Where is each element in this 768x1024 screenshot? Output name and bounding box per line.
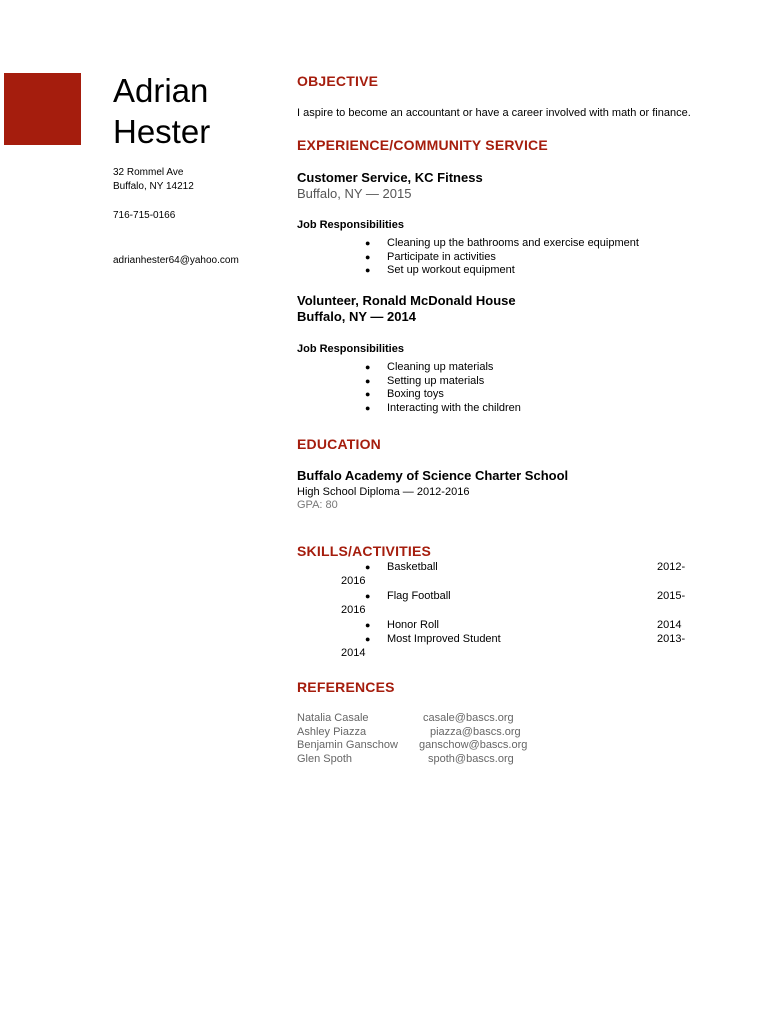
reference-row — [297, 726, 597, 740]
reference-email: ganschow@bascs.org — [419, 739, 528, 751]
reference-email: casale@bascs.org — [423, 712, 514, 724]
references-heading: REFERENCES — [297, 679, 395, 695]
bullet-icon: ● — [365, 251, 371, 262]
reference-name: Ashley Piazza — [297, 725, 367, 738]
reference-name: Benjamin Ganschow — [297, 739, 398, 751]
bullet-icon: ● — [365, 265, 371, 275]
year-continuation: 2016 — [341, 604, 366, 616]
bullet-icon: ● — [365, 620, 371, 630]
bullet-icon: ● — [365, 362, 371, 372]
responsibilities-label: Job Responsibilities — [297, 219, 404, 231]
list-item: ● Honor Roll 2014 — [365, 619, 682, 631]
objective-heading: OBJECTIVE — [297, 73, 379, 89]
bullet-icon: ● — [365, 402, 371, 413]
list-item: ● Flag Football 2015- — [365, 590, 686, 602]
reference-name: Glen Spoth — [297, 752, 353, 765]
references-list — [297, 712, 597, 766]
reference-row — [297, 712, 597, 726]
objective-text: I aspire to become an accountant or have a career involved with math or finance. — [297, 107, 691, 119]
bullet-icon: ● — [365, 375, 371, 386]
list-item: ● Participate in activities — [365, 250, 496, 263]
reference-email: spoth@bascs.org — [428, 752, 514, 765]
education-heading: EDUCATION — [297, 436, 381, 452]
list-item: ● Basketball 2012- — [365, 561, 686, 573]
address-line2: Buffalo, NY 14212 — [113, 181, 194, 192]
bullet-icon: ● — [365, 389, 371, 399]
responsibilities-list — [297, 237, 639, 278]
skills-list — [297, 560, 697, 661]
list-item: ● Interacting with the children — [365, 401, 521, 414]
gpa: GPA: 80 — [297, 499, 338, 511]
last-name: Hester — [113, 113, 211, 150]
bullet-icon: ● — [365, 238, 371, 248]
skills-heading: SKILLS/ACTIVITIES — [297, 543, 432, 559]
address — [113, 166, 194, 194]
list-item: ● Cleaning up materials — [365, 361, 494, 373]
bullet-icon: ● — [365, 562, 371, 572]
job-title: Volunteer, Ronald McDonald House — [297, 293, 516, 308]
diploma: High School Diploma — 2012-2016 — [297, 486, 470, 498]
reference-email: piazza@bascs.org — [430, 725, 521, 738]
reference-row — [297, 739, 597, 753]
experience-heading: EXPERIENCE/COMMUNITY SERVICE — [297, 137, 548, 153]
bullet-icon: ● — [365, 634, 371, 644]
list-item: ● Cleaning up the bathrooms and exercise equipment — [365, 237, 639, 249]
job-title: Customer Service, KC Fitness — [297, 170, 483, 185]
school-name: Buffalo Academy of Science Charter School — [297, 468, 569, 483]
reference-name: Natalia Casale — [297, 712, 369, 724]
responsibilities-list — [297, 361, 521, 415]
accent-block — [4, 73, 81, 145]
phone: 716-715-0166 — [113, 210, 176, 221]
job-location: Buffalo, NY — 2014 — [297, 309, 416, 324]
year-continuation: 2014 — [341, 647, 366, 659]
list-item: ● Most Improved Student 2013- — [365, 633, 686, 645]
bullet-icon: ● — [365, 591, 371, 601]
email: adrianhester64@yahoo.com — [113, 255, 239, 266]
year-continuation: 2016 — [341, 575, 366, 587]
first-name: Adrian — [113, 72, 209, 109]
candidate-name — [113, 70, 210, 152]
job-location: Buffalo, NY — 2015 — [297, 186, 412, 201]
list-item: ● Setting up materials — [365, 374, 485, 387]
responsibilities-label: Job Responsibilities — [297, 343, 404, 355]
reference-row — [297, 753, 597, 767]
list-item: ● Boxing toys — [365, 388, 444, 400]
address-line1: 32 Rommel Ave — [113, 167, 184, 178]
list-item: ● Set up workout equipment — [365, 264, 515, 276]
